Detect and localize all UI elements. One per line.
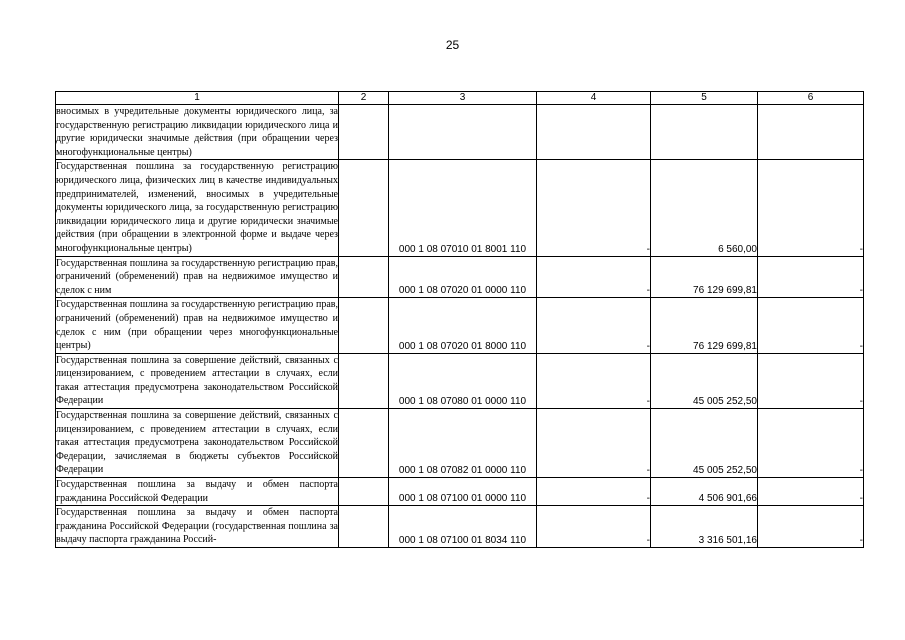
- row-amount: 76 129 699,81: [651, 256, 758, 298]
- row-description: Государственная пошлина за выдачу и обмен паспорта гражданина Российской Федерации (государственная пошлина за выдачу паспорта гражданина Россий-: [56, 506, 339, 548]
- row-description: Государственная пошлина за совершение действий, связанных с лицензированием, с проведением аттестации в случаях, если такая аттестация предусмотрена законодательством Российской Федерации, зачисляемая в бюджеты субъектов Российской Федерации: [56, 409, 339, 478]
- row-description: Государственная пошлина за совершение действий, связанных с лицензированием, с проведением аттестации в случаях, если такая аттестация предусмотрена законодательством Российской Федерации: [56, 353, 339, 408]
- table-body: [56, 105, 864, 548]
- row-col2: [339, 478, 389, 506]
- row-col4: -: [537, 160, 651, 256]
- row-col4: -: [537, 409, 651, 478]
- row-col4: [537, 105, 651, 160]
- row-col6: -: [758, 256, 864, 298]
- row-code: 000 1 08 07010 01 8001 110: [389, 160, 537, 256]
- row-col2: [339, 256, 389, 298]
- header-col-2: 2: [339, 92, 389, 105]
- row-description: Государственная пошлина за государственную регистрацию прав, ограничений (обременений) прав на недвижимое имущество и сделок с ним: [56, 256, 339, 298]
- row-col6: -: [758, 478, 864, 506]
- row-col2: [339, 105, 389, 160]
- row-col6: -: [758, 353, 864, 408]
- row-description: вносимых в учредительные документы юридического лица, за государственную регистрацию ликвидации юридического лица и другие юридически значимые действия (при обращении через многофункциональные центры): [56, 105, 339, 160]
- row-amount: 4 506 901,66: [651, 478, 758, 506]
- row-description: Государственная пошлина за государственную регистрацию юридического лица, физических лиц в качестве индивидуальных предпринимателей, изменений, вносимых в учредительные документы юридического лица, за государственную регистрацию ликвидации юридического лица и другие юридически значимые действия (при обращении в электронной форме и выдаче через многофункциональные центры): [56, 160, 339, 256]
- header-col-5: 5: [651, 92, 758, 105]
- row-code: 000 1 08 07100 01 0000 110: [389, 478, 537, 506]
- revenue-table: [55, 91, 864, 548]
- row-col4: -: [537, 506, 651, 548]
- page-number: 25: [445, 38, 460, 52]
- row-col4: -: [537, 353, 651, 408]
- row-code: 000 1 08 07020 01 8000 110: [389, 298, 537, 353]
- row-col2: [339, 409, 389, 478]
- row-amount: 45 005 252,50: [651, 353, 758, 408]
- row-amount: 6 560,00: [651, 160, 758, 256]
- table-row: [56, 160, 864, 256]
- row-col4: -: [537, 478, 651, 506]
- table-row: [56, 353, 864, 408]
- header-row: [56, 92, 864, 105]
- table-row: [56, 409, 864, 478]
- table-header: [56, 92, 864, 105]
- table-row: [56, 105, 864, 160]
- row-col6: -: [758, 160, 864, 256]
- row-code: 000 1 08 07080 01 0000 110: [389, 353, 537, 408]
- row-col2: [339, 506, 389, 548]
- row-code: 000 1 08 07020 01 0000 110: [389, 256, 537, 298]
- row-col6: -: [758, 409, 864, 478]
- table-row: [56, 478, 864, 506]
- row-code: 000 1 08 07082 01 0000 110: [389, 409, 537, 478]
- row-description: Государственная пошлина за государственную регистрацию прав, ограничений (обременений) прав на недвижимое имущество и сделок с ним (при обращении через многофункциональные центры): [56, 298, 339, 353]
- table-row: [56, 298, 864, 353]
- row-amount: 76 129 699,81: [651, 298, 758, 353]
- header-col-4: 4: [537, 92, 651, 105]
- row-amount: [651, 105, 758, 160]
- row-col2: [339, 353, 389, 408]
- row-code: [389, 105, 537, 160]
- row-col6: [758, 105, 864, 160]
- row-amount: 3 316 501,16: [651, 506, 758, 548]
- table-row: [56, 256, 864, 298]
- row-col2: [339, 160, 389, 256]
- header-col-6: 6: [758, 92, 864, 105]
- row-col6: -: [758, 506, 864, 548]
- row-col4: -: [537, 298, 651, 353]
- row-col4: -: [537, 256, 651, 298]
- row-code: 000 1 08 07100 01 8034 110: [389, 506, 537, 548]
- table-row: [56, 506, 864, 548]
- header-col-3: 3: [389, 92, 537, 105]
- row-col6: -: [758, 298, 864, 353]
- row-amount: 45 005 252,50: [651, 409, 758, 478]
- row-col2: [339, 298, 389, 353]
- row-description: Государственная пошлина за выдачу и обмен паспорта гражданина Российской Федерации: [56, 478, 339, 506]
- header-col-1: 1: [56, 92, 339, 105]
